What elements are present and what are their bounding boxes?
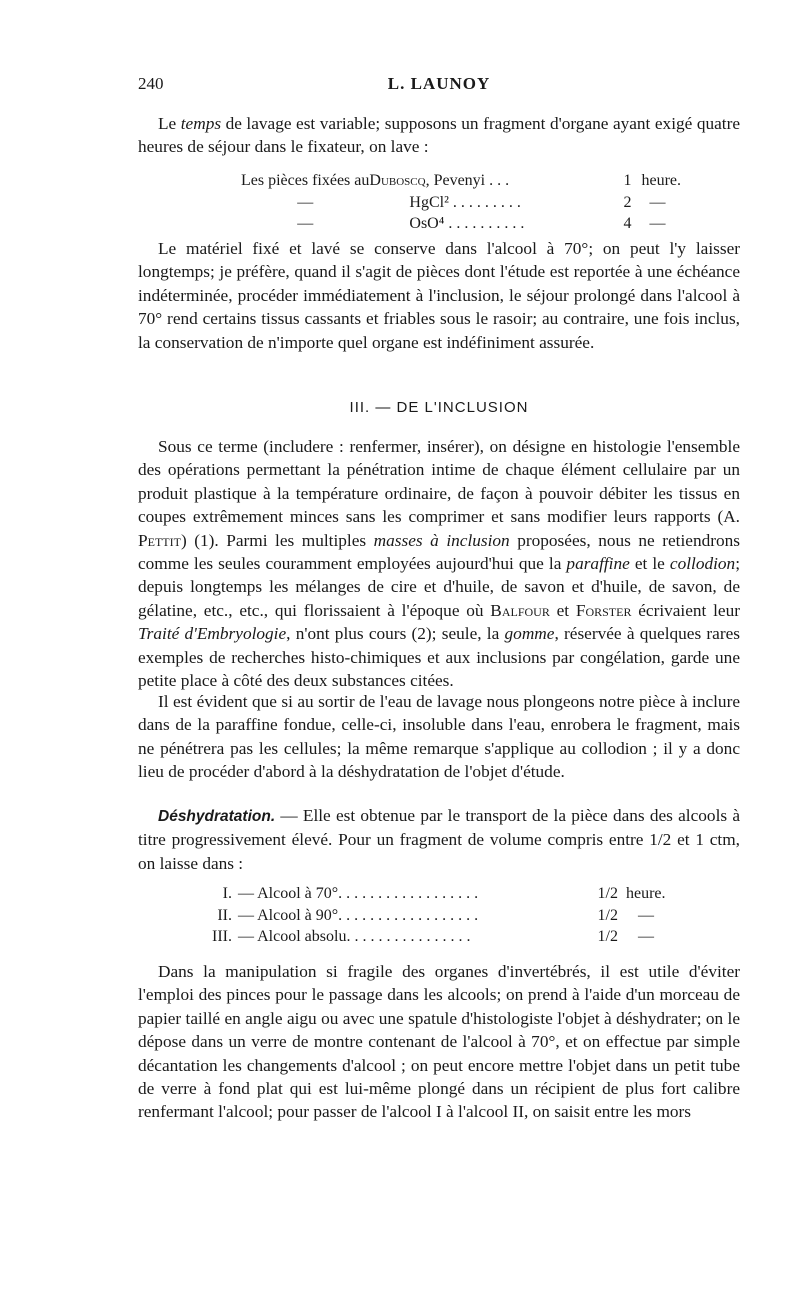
paragraph-inclusion-definition [138, 435, 740, 692]
text-span: et [549, 600, 576, 620]
row-unit: — [649, 215, 666, 232]
paragraph-manipulation [138, 960, 740, 1124]
paragraph-dehydration [138, 804, 740, 875]
text-span: , n'ont plus cours (2); seule, la [286, 624, 505, 644]
row-number: III. [212, 928, 232, 945]
text-span: — Elle est obtenue par le transport de la pièce dans des alcools à titre progressivement élevé. Pour un fragment de volume compris entre 1/2 et 1 ctm, on laisse dans : [138, 806, 740, 873]
emphasis-text: paraffine [566, 554, 630, 574]
row-unit: heure. [641, 172, 681, 189]
table-row: I. — Alcool à 70°. . . . . . . . . . . . . . . . . . 1/2 heure. [222, 885, 666, 902]
row-number: II. [217, 906, 232, 924]
text-span: ) (1). Parmi les multiples [180, 530, 374, 550]
row-label: HgCl² [409, 193, 449, 211]
table-row: — HgCl² . . . . . . . . . 2 — [297, 193, 666, 211]
fixation-washing-table [241, 170, 681, 235]
table-row: II. — Alcool à 90°. . . . . . . . . . . . . . . . . . 1/2 — [217, 906, 654, 924]
author-name: Pettit [138, 530, 181, 550]
row-label: — Alcool à 70° [238, 885, 339, 902]
emphasis-text: masses à inclusion [373, 530, 510, 550]
text-span: ; depuis longtemps les mélanges de cire et d'huile, de savon et d'huile, de savon, de gélatine, etc., etc., qui florissaient à l'époque où [138, 554, 740, 620]
text-span: proposées, nous ne retiendrons comme les seules couramment employées aujourd'hui que la [138, 530, 740, 574]
row-label: — Alcool à 90° [238, 906, 339, 924]
section-heading-inclusion [138, 396, 740, 419]
emphasis-text: temps [180, 114, 222, 133]
page-header [138, 74, 740, 98]
ditto-dash: — [297, 193, 314, 211]
table-row: — OsO⁴ . . . . . . . . . . 4 — [297, 215, 666, 232]
row-unit: — [638, 928, 654, 945]
row-number: I. [222, 885, 232, 902]
text-span: Le [158, 114, 181, 133]
row-unit: — [649, 193, 666, 211]
alcohol-series-table [198, 883, 698, 948]
row-value: 1/2 [597, 906, 618, 924]
row-unit: heure. [626, 885, 666, 902]
emphasis-text: collodion [669, 554, 736, 574]
row-label: Les pièces fixées au [241, 172, 370, 189]
section-title: III. — DE L'INCLUSION [349, 399, 529, 416]
row-value: 1 [623, 172, 632, 189]
subsection-heading: Déshydratation. [158, 808, 276, 825]
row-value: 2 [623, 193, 632, 211]
ditto-dash: — [297, 215, 314, 232]
text-span: Sous ce terme (includere : renfermer, insérer), on désigne en histologie l'ensemble des opérations permettant la pénétration intime de chaque élément cellulaire par un produit plastique à la température ordinaire, de façon à pouvoir débiter les tissus en coupes extrêmement minces sans les comprimer et sans modifier leurs rapports (A. [138, 437, 740, 527]
row-unit: — [638, 906, 654, 924]
row-value: 1/2 [597, 928, 618, 945]
paragraph-text: Dans la manipulation si fragile des organes d'invertébrés, il est utile d'éviter l'emploi des pinces pour le passage dans les alcools; on prend à l'aide d'un morceau de papier taillé en angle aigu ou avec une spatule d'histologiste l'objet à déshydrater; on le dépose dans un verre de montre contenant de l'alcool à 70°, et on effectue par simple décantation les changements d'alcool ; on peut encore mettre l'objet dans un petit tube de verre à fond plat qui est lui-même plongé dans un récipient de plus fort calibre renfermant l'alcool; pour passer de l'alcool I à l'alcool II, on saisit entre les mors [138, 962, 740, 1122]
emphasis-text: gomme [504, 624, 555, 644]
author-name: Balfour [490, 600, 550, 620]
paragraph-conservation [138, 237, 740, 354]
page-number: 240 [138, 74, 164, 93]
table-row: Les pièces fixées au Duboscq, Pevenyi . . . 1 heure. [241, 172, 681, 189]
row-label: — Alcool absolu [238, 928, 347, 945]
row-value: 1/2 [597, 885, 618, 902]
emphasis-text: Traité d'Embryologie [138, 624, 287, 644]
text-span: de lavage est variable; supposons un fragment d'organe ayant exigé quatre heures de séjour dans le fixateur, on lave : [138, 114, 741, 157]
paragraph-lavage-time [138, 112, 740, 159]
text-span: , réservée à quelques rares exemples de recherches histo-chimiques et aux inclusions par congélation, garde une petite place à côté des deux substances citées. [138, 624, 740, 691]
paragraph-text: Le matériel fixé et lavé se conserve dans l'alcool à 70°; on peut l'y laisser longtemps; je préfère, quand il s'agit de pièces dont l'étude est reportée à une échéance indéterminée, procéder immédiatement à l'inclusion, le séjour prolongé dans l'alcool à 70° rend certains tissus cassants et friables sous le rasoir; au contraire, une fois inclus, la conservation de n'importe quel organe est indéfiniment assurée. [138, 239, 740, 352]
text-span: écrivaient leur [631, 600, 740, 620]
row-label: , Pevenyi [425, 172, 486, 189]
author-name: Forster [575, 600, 632, 620]
author-name: Duboscq [369, 172, 426, 189]
row-value: 4 [623, 215, 632, 232]
paragraph-paraffin [138, 690, 740, 784]
row-label: OsO⁴ [409, 215, 445, 232]
text-span: et le [629, 554, 670, 574]
paragraph-text: Il est évident que si au sortir de l'eau de lavage nous plongeons notre pièce à inclure dans de la paraffine fondue, celle-ci, insoluble dans l'eau, enrobera le fragment, mais ne pénétrera pas les cellules; la même remarque s'applique au collodion ; il y a donc lieu de procéder d'abord à la déshydratation de l'objet d'étude. [138, 692, 740, 782]
running-title: L. LAUNOY [387, 74, 491, 93]
table-row: III. — Alcool absolu. . . . . . . . . . . . . . . . 1/2 — [212, 928, 654, 945]
